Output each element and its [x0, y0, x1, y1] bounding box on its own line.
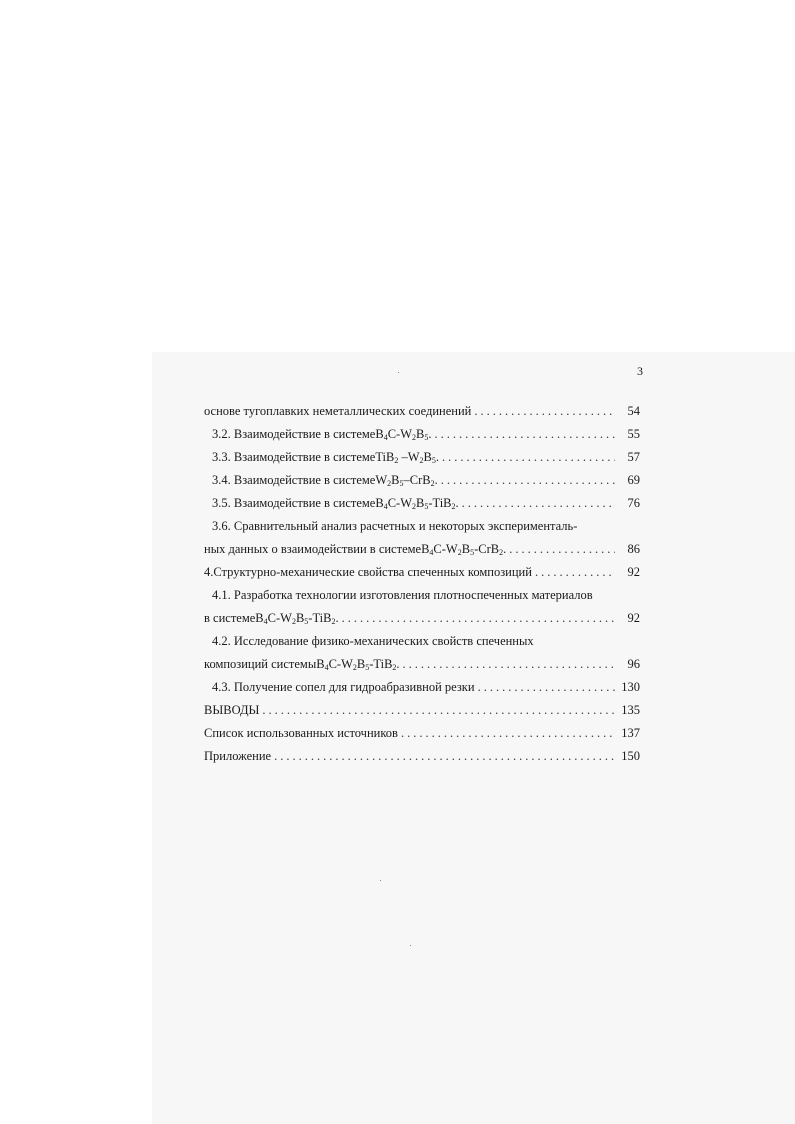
toc-entry-title: ВЫВОДЫ: [204, 703, 260, 717]
toc-page-number: 92: [627, 611, 640, 625]
toc-entry: [204, 561, 640, 584]
chemical-formula: $B_4C-W_2B_5-TiB_2$.: [375, 496, 459, 511]
table-of-contents: [204, 400, 640, 768]
toc-page-number: 135: [621, 703, 640, 717]
dot-leader: [474, 400, 615, 423]
toc-page-number: 92: [627, 565, 640, 579]
toc-entry-title: основе тугоплавких неметаллических соединений: [204, 404, 472, 418]
toc-entry: [204, 653, 640, 676]
chemical-formula: $B_4C-W_2B_5-TiB_2$.: [255, 611, 339, 626]
toc-entry: [204, 584, 640, 607]
toc-page-number: 55: [627, 427, 640, 441]
toc-entry: [204, 538, 640, 561]
toc-entry-title: Приложение: [204, 749, 272, 763]
toc-entry: [204, 607, 640, 630]
toc-entry-title: 3.4. Взаимодействие в системе: [212, 473, 376, 487]
dot-leader: [478, 676, 615, 699]
toc-entry-title: 3.2. Взаимодействие в системе: [212, 427, 376, 441]
toc-entry: [204, 745, 640, 768]
toc-entry-title: композиций системы: [204, 657, 317, 671]
scan-speck: [380, 880, 381, 881]
toc-entry-title: Список использованных источников: [204, 726, 398, 740]
toc-entry-title: 4.3. Получение сопел для гидроабразивной резки: [212, 680, 475, 694]
toc-page-number: 130: [621, 680, 640, 694]
chemical-formula: $W_2B_5-CrB_2$.: [375, 473, 438, 488]
toc-page-number: 57: [627, 450, 640, 464]
scan-speck: [398, 372, 399, 373]
dot-leader: [441, 469, 615, 492]
dot-leader: [342, 607, 615, 630]
toc-page-number: 54: [627, 404, 640, 418]
chemical-formula: $B_4C-W_2B_5$.: [375, 427, 432, 442]
toc-entry-title: 4.2. Исследование физико-механических свойств спеченных: [212, 634, 534, 648]
toc-page-number: 76: [627, 496, 640, 510]
page-number: 3: [637, 364, 643, 378]
toc-entry: [204, 699, 640, 722]
scan-speck: [410, 945, 411, 946]
toc-entry-title: 4.1. Разработка технологии изготовления плотноспеченных материалов: [212, 588, 593, 602]
dot-leader: [434, 423, 615, 446]
chemical-formula: TiB$_2$ $-W_2B_5$.: [375, 450, 440, 465]
toc-entry: [204, 446, 640, 469]
toc-entry: [204, 630, 640, 653]
toc-entry-title: 4.Структурно-механические свойства спеченных композиций: [204, 565, 532, 579]
chemical-formula: $B_4C-W_2B_5-CrB_2$.: [421, 542, 507, 557]
toc-entry: [204, 492, 640, 515]
toc-page-number: 150: [621, 749, 640, 763]
toc-entry: [204, 515, 640, 538]
toc-entry: [204, 423, 640, 446]
toc-entry-title: 3.3. Взаимодействие в системе: [212, 450, 376, 464]
dot-leader: [403, 653, 615, 676]
toc-entry: [204, 469, 640, 492]
toc-page-number: 69: [627, 473, 640, 487]
toc-entry: [204, 676, 640, 699]
dot-leader: [401, 722, 615, 745]
toc-entry-title: 3.6. Сравнительный анализ расчетных и некоторых эксперименталь-: [212, 519, 578, 533]
toc-entry: [204, 400, 640, 423]
dot-leader: [535, 561, 615, 584]
toc-page-number: 96: [627, 657, 640, 671]
chemical-formula: $B_4C-W_2B_5-TiB_2$.: [316, 657, 400, 672]
toc-page-number: 86: [627, 542, 640, 556]
toc-entry-title: в системе: [204, 611, 256, 625]
dot-leader: [274, 745, 615, 768]
toc-page-number: 137: [621, 726, 640, 740]
dot-leader: [262, 699, 615, 722]
dot-leader: [509, 538, 615, 561]
toc-entry-title: 3.5. Взаимодействие в системе: [212, 496, 376, 510]
toc-entry: [204, 722, 640, 745]
toc-entry-title: ных данных о взаимодействии в системе: [204, 542, 422, 556]
dot-leader: [462, 492, 615, 515]
dot-leader: [442, 446, 615, 469]
